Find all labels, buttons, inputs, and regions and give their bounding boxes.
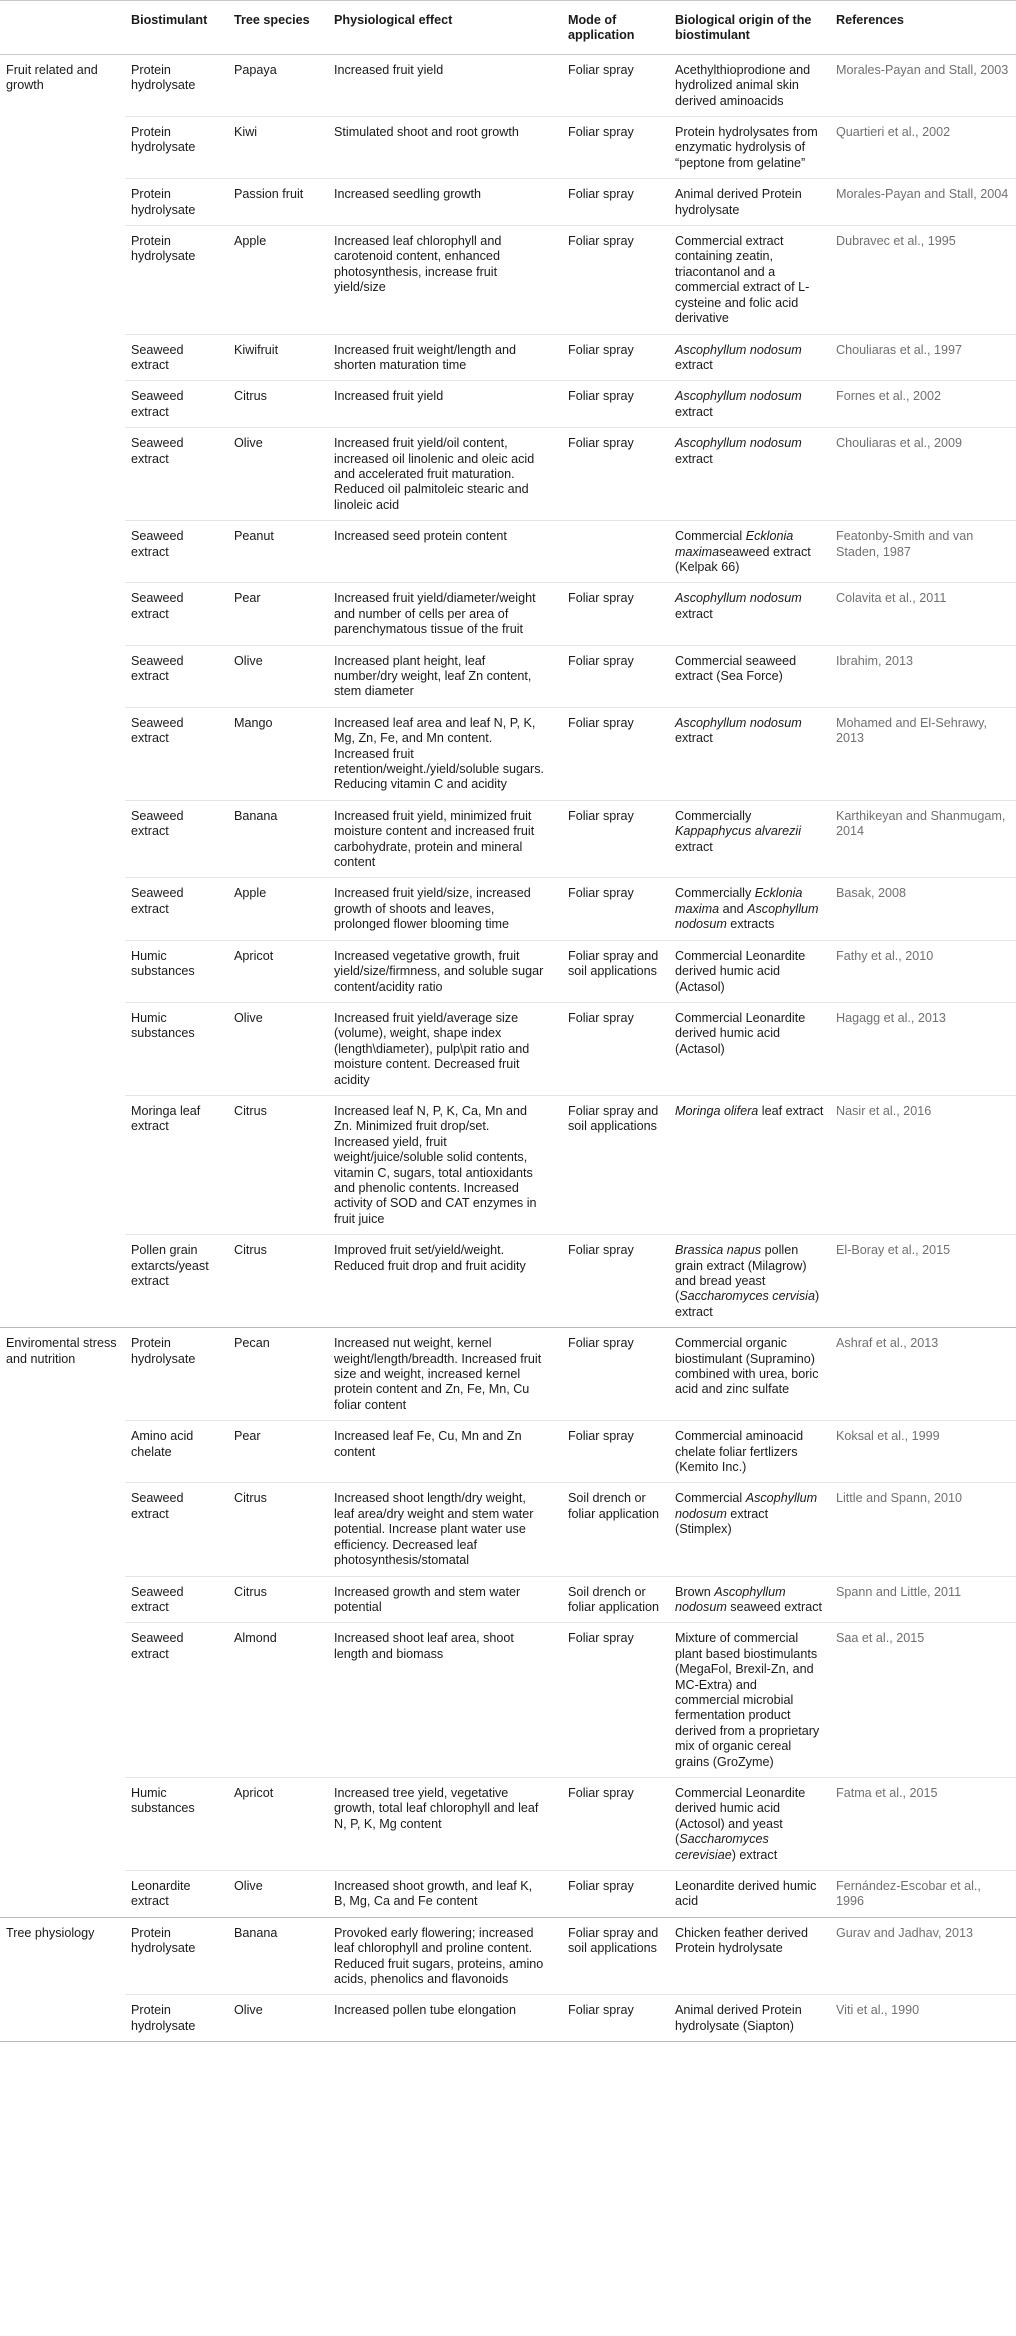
- origin-text: and: [719, 901, 748, 916]
- category-cell: [0, 1235, 125, 1328]
- biological-origin-cell: [669, 645, 830, 707]
- origin-text: extract: [675, 451, 713, 466]
- reference-cell: Little and Spann, 2010: [830, 1483, 1016, 1576]
- biological-origin-cell: [669, 1576, 830, 1623]
- biological-origin-cell: [669, 1777, 830, 1870]
- reference-cell: Colavita et al., 2011: [830, 583, 1016, 645]
- physiological-effect-cell: Increased shoot length/dry weight, leaf area/dry weight and stem water potential. Increase plant water use efficiency. Decreased leaf photosynthesis/stomatal: [328, 1483, 562, 1576]
- tree-species-cell: Banana: [228, 800, 328, 878]
- table-row: [0, 334, 1016, 381]
- origin-text: extract (Stimplex): [675, 1506, 769, 1537]
- biological-origin-cell: [669, 1421, 830, 1483]
- table-row: [0, 428, 1016, 521]
- mode-of-application-cell: Foliar spray: [562, 179, 669, 226]
- origin-text: Commercial aminoacid chelate foliar fertlizers (Kemito Inc.): [675, 1429, 804, 1475]
- mode-of-application-cell: Foliar spray: [562, 226, 669, 334]
- table-row: [0, 1421, 1016, 1483]
- origin-text: extract: [675, 839, 713, 854]
- physiological-effect-cell: Increased fruit yield: [328, 54, 562, 116]
- species-name-italic: Saccharomyces cervisia: [679, 1289, 815, 1304]
- biostimulant-cell: Seaweed extract: [125, 334, 228, 381]
- biological-origin-cell: [669, 117, 830, 179]
- biostimulant-cell: Protein hydrolysate: [125, 1995, 228, 2042]
- biological-origin-cell: [669, 940, 830, 1002]
- reference-cell: Karthikeyan and Shanmugam, 2014: [830, 800, 1016, 878]
- physiological-effect-cell: Increased fruit weight/length and shorten maturation time: [328, 334, 562, 381]
- mode-of-application-cell: Foliar spray: [562, 1777, 669, 1870]
- physiological-effect-cell: Provoked early flowering; increased leaf chlorophyll and proline content. Reduced fruit sugars, proteins, amino acids, phenolics and flavonoids: [328, 1917, 562, 1995]
- category-cell: [0, 428, 125, 521]
- table-row: [0, 1995, 1016, 2042]
- biological-origin-cell: [669, 1995, 830, 2042]
- table-row: [0, 117, 1016, 179]
- mode-of-application-cell: Foliar spray: [562, 54, 669, 116]
- table-row: [0, 1235, 1016, 1328]
- mode-of-application-cell: Foliar spray: [562, 381, 669, 428]
- category-cell: [0, 878, 125, 940]
- header-mode-of-application: Mode of application: [562, 1, 669, 55]
- biostimulant-cell: Protein hydrolysate: [125, 226, 228, 334]
- tree-species-cell: Olive: [228, 1995, 328, 2042]
- origin-text: Commercial: [675, 1491, 746, 1506]
- category-cell: [0, 521, 125, 583]
- tree-species-cell: Apricot: [228, 1777, 328, 1870]
- category-cell: [0, 1777, 125, 1870]
- origin-text: Leonardite derived humic acid: [675, 1879, 817, 1909]
- tree-species-cell: Kiwifruit: [228, 334, 328, 381]
- species-name-italic: Ecklonia maxima: [675, 529, 794, 559]
- biostimulant-cell: Protein hydrolysate: [125, 54, 228, 116]
- category-cell: [0, 1002, 125, 1095]
- biostimulant-cell: Seaweed extract: [125, 521, 228, 583]
- table-row: [0, 1576, 1016, 1623]
- mode-of-application-cell: Foliar spray: [562, 1002, 669, 1095]
- header-tree-species: Tree species: [228, 1, 328, 55]
- biostimulant-cell: Protein hydrolysate: [125, 1917, 228, 1995]
- biological-origin-cell: [669, 1623, 830, 1778]
- tree-species-cell: Olive: [228, 1871, 328, 1918]
- mode-of-application-cell: Foliar spray: [562, 1623, 669, 1778]
- mode-of-application-cell: Foliar spray: [562, 645, 669, 707]
- reference-cell: Fathy et al., 2010: [830, 940, 1016, 1002]
- physiological-effect-cell: Increased fruit yield/average size (volume), weight, shape index (length\diameter), pulp\pit ratio and moisture content. Decreased fruit acidity: [328, 1002, 562, 1095]
- tree-species-cell: Olive: [228, 645, 328, 707]
- biological-origin-cell: [669, 1483, 830, 1576]
- reference-cell: Featonby-Smith and van Staden, 1987: [830, 521, 1016, 583]
- tree-species-cell: Olive: [228, 428, 328, 521]
- reference-cell: Morales-Payan and Stall, 2003: [830, 54, 1016, 116]
- tree-species-cell: Citrus: [228, 1576, 328, 1623]
- table-row: [0, 54, 1016, 116]
- tree-species-cell: Apple: [228, 226, 328, 334]
- category-cell: Enviromental stress and nutrition: [6, 1336, 117, 1366]
- tree-species-cell: Mango: [228, 707, 328, 800]
- biological-origin-cell: [669, 521, 830, 583]
- mode-of-application-cell: Foliar spray: [562, 878, 669, 940]
- biological-origin-cell: [669, 1095, 830, 1234]
- species-name-italic: Ascophyllum nodosum: [675, 715, 802, 730]
- mode-of-application-cell: [562, 521, 669, 583]
- reference-cell: El-Boray et al., 2015: [830, 1235, 1016, 1328]
- biostimulant-cell: Humic substances: [125, 1002, 228, 1095]
- tree-species-cell: Kiwi: [228, 117, 328, 179]
- tree-species-cell: Apricot: [228, 940, 328, 1002]
- category-cell: [0, 1576, 125, 1623]
- table-body: [0, 54, 1016, 2041]
- category-cell: [0, 179, 125, 226]
- physiological-effect-cell: Increased plant height, leaf number/dry weight, leaf Zn content, stem diameter: [328, 645, 562, 707]
- origin-text: seaweed extract: [726, 1599, 823, 1614]
- mode-of-application-cell: Foliar spray: [562, 117, 669, 179]
- physiological-effect-cell: Increased pollen tube elongation: [328, 1995, 562, 2042]
- mode-of-application-cell: Foliar spray and soil applications: [562, 940, 669, 1002]
- biostimulant-cell: Seaweed extract: [125, 381, 228, 428]
- origin-text: Commercial: [675, 529, 746, 544]
- biostimulant-cell: Seaweed extract: [125, 583, 228, 645]
- origin-text: Chicken feather derived Protein hydrolysate: [675, 1925, 809, 1956]
- physiological-effect-cell: Increased seedling growth: [328, 179, 562, 226]
- reference-cell: Quartieri et al., 2002: [830, 117, 1016, 179]
- category-cell: Fruit related and growth: [6, 62, 98, 93]
- table-row: [0, 1328, 1016, 1421]
- origin-text: Commercially: [675, 886, 755, 901]
- category-cell: [0, 1995, 125, 2042]
- physiological-effect-cell: Increased shoot leaf area, shoot length and biomass: [328, 1623, 562, 1778]
- biological-origin-cell: [669, 334, 830, 381]
- biostimulant-cell: Seaweed extract: [125, 1623, 228, 1778]
- reference-cell: Dubravec et al., 1995: [830, 226, 1016, 334]
- mode-of-application-cell: Foliar spray: [562, 428, 669, 521]
- header-biostimulant: Biostimulant: [125, 1, 228, 55]
- reference-cell: Morales-Payan and Stall, 2004: [830, 179, 1016, 226]
- category-cell: [0, 707, 125, 800]
- biological-origin-cell: [669, 707, 830, 800]
- origin-text: Mixture of commercial plant based biostimulants (MegaFol, Brexil-Zn, and MC-Extra) and commercial microbial fermentation product derived from a proprietary mix of organic cereal grains (GroZyme): [675, 1631, 820, 1769]
- header-row: [0, 1, 1016, 55]
- biostimulant-cell: Humic substances: [125, 1777, 228, 1870]
- species-name-italic: Moringa olifera: [675, 1103, 759, 1118]
- physiological-effect-cell: Improved fruit set/yield/weight. Reduced fruit drop and fruit acidity: [328, 1235, 562, 1328]
- reference-cell: Fornes et al., 2002: [830, 381, 1016, 428]
- origin-text: Commercial Leonardite derived humic acid (Actasol): [675, 1010, 806, 1056]
- table-row: [0, 645, 1016, 707]
- biostimulant-cell: Protein hydrolysate: [125, 117, 228, 179]
- table-row: [0, 1483, 1016, 1576]
- physiological-effect-cell: Increased tree yield, vegetative growth, total leaf chlorophyll and leaf N, P, K, Mg content: [328, 1777, 562, 1870]
- mode-of-application-cell: Foliar spray and soil applications: [562, 1095, 669, 1234]
- category-cell: [0, 1095, 125, 1234]
- origin-text: Commercial Leonardite derived humic acid (Actasol): [675, 948, 806, 994]
- species-name-italic: Ascophyllum nodosum: [675, 1491, 818, 1521]
- mode-of-application-cell: Foliar spray: [562, 1421, 669, 1483]
- table-row: [0, 381, 1016, 428]
- biological-origin-cell: [669, 583, 830, 645]
- reference-cell: Hagagg et al., 2013: [830, 1002, 1016, 1095]
- biostimulant-cell: Leonardite extract: [125, 1871, 228, 1918]
- origin-text: Commercial organic biostimulant (Supramino) combined with urea, boric acid and zinc sulfate: [675, 1336, 819, 1397]
- header-biological-origin: Biological origin of the biostimulant: [669, 1, 830, 55]
- mode-of-application-cell: Soil drench or foliar application: [562, 1483, 669, 1576]
- table-row: [0, 1871, 1016, 1918]
- biostimulant-cell: Seaweed extract: [125, 428, 228, 521]
- physiological-effect-cell: Increased fruit yield/size, increased growth of shoots and leaves, prolonged flower blooming time: [328, 878, 562, 940]
- reference-cell: Chouliaras et al., 2009: [830, 428, 1016, 521]
- physiological-effect-cell: Increased seed protein content: [328, 521, 562, 583]
- mode-of-application-cell: Foliar spray: [562, 1871, 669, 1918]
- physiological-effect-cell: Increased shoot growth, and leaf K, B, Mg, Ca and Fe content: [328, 1871, 562, 1918]
- species-name-italic: Brassica napus: [675, 1243, 762, 1258]
- origin-text: Animal derived Protein hydrolysate: [675, 187, 802, 217]
- tree-species-cell: Citrus: [228, 1483, 328, 1576]
- reference-cell: Basak, 2008: [830, 878, 1016, 940]
- reference-cell: Mohamed and El-Sehrawy, 2013: [830, 707, 1016, 800]
- category-cell: [0, 1871, 125, 1918]
- reference-cell: Ashraf et al., 2013: [830, 1328, 1016, 1421]
- reference-cell: Nasir et al., 2016: [830, 1095, 1016, 1234]
- biological-origin-cell: [669, 381, 830, 428]
- physiological-effect-cell: Increased vegetative growth, fruit yield/size/firmness, and soluble sugar content/acidity ratio: [328, 940, 562, 1002]
- origin-text: ) extract: [731, 1847, 778, 1862]
- mode-of-application-cell: Foliar spray: [562, 1995, 669, 2042]
- header-category: [0, 1, 125, 55]
- category-cell: [0, 1623, 125, 1778]
- category-cell: [0, 583, 125, 645]
- physiological-effect-cell: Increased fruit yield/diameter/weight and number of cells per area of parenchymatous tissue of the fruit: [328, 583, 562, 645]
- origin-text: Commercial seaweed extract (Sea Force): [675, 653, 797, 683]
- mode-of-application-cell: Foliar spray: [562, 707, 669, 800]
- table-row: [0, 878, 1016, 940]
- biostimulant-cell: Seaweed extract: [125, 645, 228, 707]
- biostimulant-cell: Protein hydrolysate: [125, 179, 228, 226]
- species-name-italic: Ascophyllum nodosum: [675, 591, 802, 606]
- origin-text: leaf extract: [758, 1103, 824, 1118]
- species-name-italic: Kappaphycus alvarezii: [675, 824, 802, 839]
- reference-cell: Viti et al., 1990: [830, 1995, 1016, 2042]
- origin-text: Commercial Leonardite derived humic acid (Actosol) and yeast (: [675, 1785, 806, 1847]
- biostimulant-cell: Seaweed extract: [125, 1483, 228, 1576]
- category-cell: [0, 1421, 125, 1483]
- biological-origin-cell: [669, 1002, 830, 1095]
- species-name-italic: Ascophyllum nodosum: [675, 901, 819, 932]
- biological-origin-cell: [669, 1235, 830, 1328]
- physiological-effect-cell: Increased leaf area and leaf N, P, K, Mg, Zn, Fe, and Mn content. Increased fruit retention/weight./yield/soluble sugars. Reducing vitamin C and acidity: [328, 707, 562, 800]
- category-cell: [0, 940, 125, 1002]
- biological-origin-cell: [669, 800, 830, 878]
- header-physiological-effect: Physiological effect: [328, 1, 562, 55]
- category-cell: [0, 117, 125, 179]
- reference-cell: Koksal et al., 1999: [830, 1421, 1016, 1483]
- biological-origin-cell: [669, 179, 830, 226]
- tree-species-cell: Citrus: [228, 1235, 328, 1328]
- reference-cell: Ibrahim, 2013: [830, 645, 1016, 707]
- tree-species-cell: Pear: [228, 1421, 328, 1483]
- table-row: [0, 179, 1016, 226]
- tree-species-cell: Citrus: [228, 1095, 328, 1234]
- header-references: References: [830, 1, 1016, 55]
- origin-text: Animal derived Protein hydrolysate (Siapton): [675, 2003, 802, 2033]
- table-row: [0, 707, 1016, 800]
- origin-text: Brown: [675, 1584, 715, 1599]
- mode-of-application-cell: Foliar spray and soil applications: [562, 1917, 669, 1995]
- tree-species-cell: Papaya: [228, 54, 328, 116]
- category-cell: [0, 381, 125, 428]
- category-cell: [0, 800, 125, 878]
- biostimulant-cell: Moringa leaf extract: [125, 1095, 228, 1234]
- biostimulant-cell: Seaweed extract: [125, 878, 228, 940]
- table-row: [0, 1095, 1016, 1234]
- mode-of-application-cell: Foliar spray: [562, 334, 669, 381]
- tree-species-cell: Banana: [228, 1917, 328, 1995]
- origin-text: extract: [675, 731, 713, 746]
- reference-cell: Chouliaras et al., 1997: [830, 334, 1016, 381]
- biological-origin-cell: [669, 1917, 830, 1995]
- category-cell: [0, 334, 125, 381]
- biological-origin-cell: [669, 428, 830, 521]
- reference-cell: Fatma et al., 2015: [830, 1777, 1016, 1870]
- tree-species-cell: Apple: [228, 878, 328, 940]
- biostimulant-cell: Pollen grain extarcts/yeast extract: [125, 1235, 228, 1328]
- biological-origin-cell: [669, 1871, 830, 1918]
- species-name-italic: Ecklonia maxima: [675, 886, 803, 916]
- physiological-effect-cell: Increased nut weight, kernel weight/length/breadth. Increased fruit size and weight, increased kernel protein content and Zn, Fe, Mn, Cu foliar content: [328, 1328, 562, 1421]
- biostimulant-cell: Protein hydrolysate: [125, 1328, 228, 1421]
- species-name-italic: Saccharomyces cerevisiae: [675, 1832, 769, 1862]
- origin-text: extract: [675, 606, 713, 621]
- physiological-effect-cell: Increased fruit yield/oil content, increased oil linolenic and oleic acid and accelerated fruit maturation. Reduced oil palmitoleic stearic and linoleic acid: [328, 428, 562, 521]
- origin-text: extracts: [726, 917, 775, 932]
- tree-species-cell: Pecan: [228, 1328, 328, 1421]
- physiological-effect-cell: Increased fruit yield: [328, 381, 562, 428]
- origin-text: extract: [675, 404, 713, 419]
- tree-species-cell: Passion fruit: [228, 179, 328, 226]
- table-row: [0, 940, 1016, 1002]
- table-row: [0, 226, 1016, 334]
- biostimulant-cell: Amino acid chelate: [125, 1421, 228, 1483]
- biological-origin-cell: [669, 226, 830, 334]
- category-cell: [0, 645, 125, 707]
- reference-cell: Saa et al., 2015: [830, 1623, 1016, 1778]
- tree-species-cell: Olive: [228, 1002, 328, 1095]
- physiological-effect-cell: Increased leaf chlorophyll and carotenoid content, enhanced photosynthesis, increase fruit yield/size: [328, 226, 562, 334]
- table-row: [0, 1777, 1016, 1870]
- table-row: [0, 1623, 1016, 1778]
- category-cell: Tree physiology: [6, 1925, 95, 1940]
- origin-text: ) extract: [675, 1289, 820, 1319]
- reference-cell: Gurav and Jadhav, 2013: [830, 1917, 1016, 1995]
- tree-species-cell: Pear: [228, 583, 328, 645]
- mode-of-application-cell: Foliar spray: [562, 583, 669, 645]
- origin-text: Commercially: [675, 808, 752, 823]
- physiological-effect-cell: Increased growth and stem water potential: [328, 1576, 562, 1623]
- biological-origin-cell: [669, 1328, 830, 1421]
- table-row: [0, 800, 1016, 878]
- reference-cell: Fernández-Escobar et al., 1996: [830, 1871, 1016, 1918]
- physiological-effect-cell: Increased leaf Fe, Cu, Mn and Zn content: [328, 1421, 562, 1483]
- biological-origin-cell: [669, 878, 830, 940]
- reference-cell: Spann and Little, 2011: [830, 1576, 1016, 1623]
- mode-of-application-cell: Foliar spray: [562, 800, 669, 878]
- category-cell: [0, 1483, 125, 1576]
- origin-text: Protein hydrolysates from enzymatic hydrolysis of “peptone from gelatine”: [675, 125, 818, 170]
- origin-text: Acethylthioprodione and hydrolized animal skin derived aminoacids: [675, 62, 811, 108]
- mode-of-application-cell: Foliar spray: [562, 1328, 669, 1421]
- origin-text: seaweed extract (Kelpak 66): [675, 544, 811, 574]
- physiological-effect-cell: Stimulated shoot and root growth: [328, 117, 562, 179]
- species-name-italic: Ascophyllum nodosum: [675, 342, 802, 357]
- species-name-italic: Ascophyllum nodosum: [675, 389, 802, 404]
- biostimulant-cell: Seaweed extract: [125, 707, 228, 800]
- physiological-effect-cell: Increased fruit yield, minimized fruit moisture content and increased fruit carbohydrate, protein and mineral content: [328, 800, 562, 878]
- tree-species-cell: Almond: [228, 1623, 328, 1778]
- table-row: [0, 1002, 1016, 1095]
- biostimulant-cell: Seaweed extract: [125, 800, 228, 878]
- species-name-italic: Ascophyllum nodosum: [675, 1584, 786, 1614]
- origin-text: Commercial extract containing zeatin, triacontanol and a commercial extract of L-cysteine and folic acid derivative: [675, 234, 810, 326]
- biological-origin-cell: [669, 54, 830, 116]
- mode-of-application-cell: Foliar spray: [562, 1235, 669, 1328]
- table-row: [0, 583, 1016, 645]
- category-cell: [0, 226, 125, 334]
- tree-species-cell: Citrus: [228, 381, 328, 428]
- table-row: [0, 1917, 1016, 1995]
- tree-species-cell: Peanut: [228, 521, 328, 583]
- origin-text: pollen grain extract (Milagrow) and bread yeast (: [675, 1243, 807, 1304]
- biostimulant-cell: Humic substances: [125, 940, 228, 1002]
- mode-of-application-cell: Soil drench or foliar application: [562, 1576, 669, 1623]
- physiological-effect-cell: Increased leaf N, P, K, Ca, Mn and Zn. Minimized fruit drop/set. Increased yield, fruit weight/juice/soluble solid contents, vitamin C, sugars, total antioxidants and phenolic contents. Increased activity of SOD and CAT enzymes in fruit juice: [328, 1095, 562, 1234]
- table-row: [0, 521, 1016, 583]
- species-name-italic: Ascophyllum nodosum: [675, 436, 802, 451]
- biostimulant-cell: Seaweed extract: [125, 1576, 228, 1623]
- origin-text: extract: [675, 357, 713, 372]
